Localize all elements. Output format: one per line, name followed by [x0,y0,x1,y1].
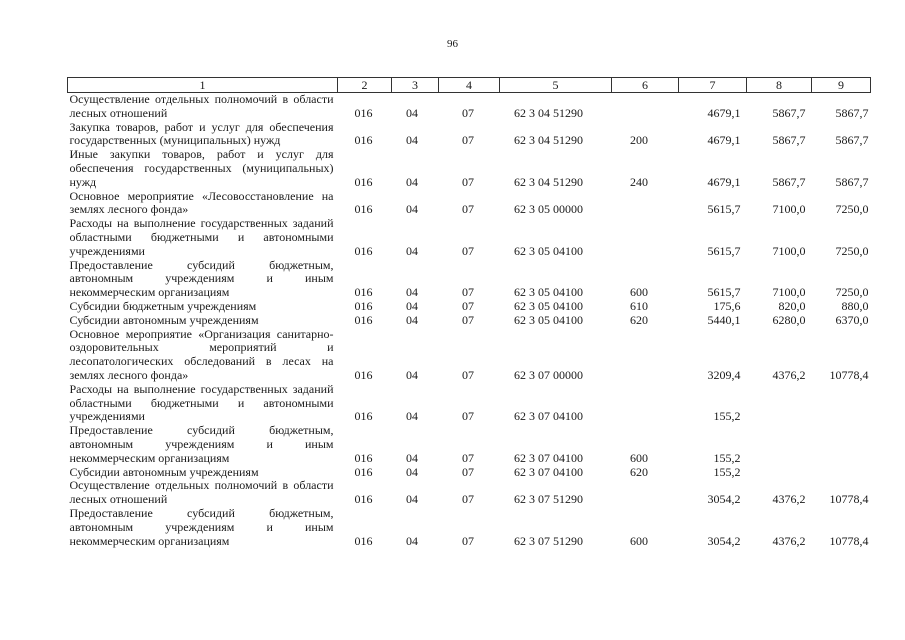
cell-subsection: 07 [462,133,474,148]
cell-amount-2: 4376,2 [772,367,806,382]
cell-admin-code: 016 [354,243,373,258]
cell-amount-1: 3054,2 [707,533,741,548]
cell-amount-1: 175,6 [713,298,741,313]
row-name: Субсидии автономным учреждениям [69,312,259,327]
cell-admin-code: 016 [354,298,373,313]
row-name: Закупка товаров, работ и услуг для обеспечения государственных (муниципальных) нужд [69,119,334,148]
cell-target-article: 62 3 05 00000 [514,202,583,217]
cell-target-article: 62 3 05 04100 [514,243,583,258]
cell-amount-3: 6370,0 [835,312,869,327]
cell-amount-3: 10778,4 [829,533,869,548]
cell-target-article: 62 3 04 51290 [514,133,583,148]
cell-amount-2: 7100,0 [772,202,806,217]
cell-section: 04 [406,243,418,258]
cell-target-article: 62 3 04 51290 [514,105,583,120]
table-row [68,217,871,258]
column-header: 1 [68,78,338,93]
cell-admin-code: 016 [354,133,373,148]
cell-expense-type [612,217,679,258]
cell-subsection: 07 [462,243,474,258]
cell-admin-code: 016 [354,202,373,217]
column-header: 4 [439,78,500,93]
cell-amount-1: 3054,2 [707,492,741,507]
cell-expense-type: 240 [630,174,648,189]
row-name: Предоставление субсидий бюджетным, автономным учреждениям и иным некоммерческим организациям [69,257,334,300]
cell-amount-2: 6280,0 [772,312,806,327]
cell-expense-type: 620 [630,464,648,479]
row-name: Основное мероприятие «Лесовосстановление на землях лесного фонда» [69,188,334,217]
cell-subsection: 07 [462,367,474,382]
cell-subsection: 07 [462,409,474,424]
cell-amount-3: 880,0 [841,298,869,313]
cell-amount-1: 4679,1 [707,105,741,120]
cell-section: 04 [406,174,418,189]
row-name: Предоставление субсидий бюджетным, автономным учреждениям и иным некоммерческим организациям [69,505,334,548]
row-name: Иные закупки товаров, работ и услуг для обеспечения государственных (муниципальных) нужд [69,147,334,189]
column-header: 2 [338,78,392,93]
cell-expense-type: 200 [630,133,648,148]
cell-amount-1: 4679,1 [707,133,741,148]
cell-target-article: 62 3 07 51290 [514,533,583,548]
row-name: Субсидии бюджетным учреждениям [69,298,257,313]
cell-subsection: 07 [462,533,474,548]
cell-target-article: 62 3 04 51290 [514,174,583,189]
cell-amount-1: 5615,7 [707,202,741,217]
row-name: Осуществление отдельных полномочий в области лесных отношений [69,92,334,120]
cell-amount-2 [747,466,812,480]
column-header: 5 [500,78,612,93]
row-name: Расходы на выполнение государственных заданий областными бюджетными и автономными учреждениями [69,381,334,424]
cell-amount-3: 10778,4 [829,367,869,382]
row-name: Предоставление субсидий бюджетным, автономным учреждениям и иным некоммерческим организациям [69,423,334,465]
cell-amount-2: 4376,2 [772,492,806,507]
table-row [68,424,871,465]
cell-target-article: 62 3 05 04100 [514,285,583,300]
column-header: 9 [812,78,871,93]
table-row [68,466,871,480]
cell-admin-code: 016 [354,464,373,479]
cell-section: 04 [406,285,418,300]
cell-section: 04 [406,464,418,479]
cell-expense-type [612,383,679,424]
cell-target-article: 62 3 07 51290 [514,492,583,507]
table-row [68,121,871,149]
cell-subsection: 07 [462,202,474,217]
cell-amount-2: 820,0 [778,298,806,313]
cell-expense-type: 610 [630,298,648,313]
table-row [68,383,871,424]
cell-amount-1: 5615,7 [707,285,741,300]
cell-admin-code: 016 [354,285,373,300]
cell-amount-1: 155,2 [713,464,741,479]
cell-amount-2 [747,424,812,465]
table-row [68,507,871,548]
table-row [68,259,871,300]
cell-section: 04 [406,105,418,120]
cell-amount-3 [812,383,871,424]
cell-amount-2: 5867,7 [772,105,806,120]
row-name: Основное мероприятие «Организация санитарно-оздоровительных мероприятий и лесопатологических обследований в лесах на землях лесного фонда» [69,326,334,382]
column-header: 7 [679,78,747,93]
row-name: Субсидии автономным учреждениям [69,464,259,479]
cell-expense-type [612,93,679,121]
cell-admin-code: 016 [354,105,373,120]
cell-section: 04 [406,533,418,548]
cell-amount-1: 5440,1 [707,312,741,327]
budget-table [67,77,871,548]
cell-admin-code: 016 [354,450,373,465]
cell-target-article: 62 3 05 04100 [514,298,583,313]
cell-admin-code: 016 [354,492,373,507]
cell-section: 04 [406,492,418,507]
cell-amount-3 [812,466,871,480]
page-number: 96 [447,38,458,50]
cell-subsection: 07 [462,312,474,327]
cell-amount-1: 155,2 [713,450,741,465]
table-row [68,190,871,218]
cell-amount-3 [812,424,871,465]
cell-expense-type [612,190,679,218]
cell-amount-1: 5615,7 [707,243,741,258]
cell-amount-1: 3209,4 [707,367,741,382]
cell-target-article: 62 3 07 04100 [514,464,583,479]
cell-admin-code: 016 [354,312,373,327]
cell-section: 04 [406,298,418,313]
cell-section: 04 [406,202,418,217]
cell-subsection: 07 [462,174,474,189]
cell-expense-type: 620 [630,312,648,327]
header-row [68,78,871,93]
cell-amount-3: 5867,7 [835,133,869,148]
cell-expense-type: 600 [630,533,648,548]
column-header: 6 [612,78,679,93]
cell-amount-3: 5867,7 [835,174,869,189]
cell-admin-code: 016 [354,409,373,424]
cell-subsection: 07 [462,285,474,300]
cell-expense-type: 600 [630,285,648,300]
cell-amount-3: 7250,0 [835,285,869,300]
cell-subsection: 07 [462,492,474,507]
cell-section: 04 [406,133,418,148]
table-row [68,328,871,383]
row-name: Расходы на выполнение государственных заданий областными бюджетными и автономными учреждениями [69,216,334,258]
table-row [68,93,871,121]
cell-amount-2: 5867,7 [772,133,806,148]
cell-target-article: 62 3 07 00000 [514,367,583,382]
cell-amount-3: 7250,0 [835,202,869,217]
row-name: Осуществление отдельных полномочий в области лесных отношений [69,478,334,507]
cell-expense-type [612,479,679,507]
column-header: 3 [392,78,439,93]
cell-amount-3: 5867,7 [835,105,869,120]
cell-amount-3: 7250,0 [835,243,869,258]
cell-amount-2 [747,383,812,424]
cell-target-article: 62 3 07 04100 [514,450,583,465]
cell-section: 04 [406,367,418,382]
table-row [68,148,871,189]
cell-target-article: 62 3 07 04100 [514,409,583,424]
cell-amount-3: 10778,4 [829,492,869,507]
cell-section: 04 [406,409,418,424]
cell-section: 04 [406,450,418,465]
cell-amount-2: 7100,0 [772,285,806,300]
cell-expense-type [612,328,679,383]
column-header: 8 [747,78,812,93]
cell-admin-code: 016 [354,367,373,382]
cell-subsection: 07 [462,105,474,120]
cell-target-article: 62 3 05 04100 [514,312,583,327]
table-row [68,300,871,314]
cell-amount-2: 4376,2 [772,533,806,548]
cell-subsection: 07 [462,464,474,479]
cell-amount-1: 155,2 [713,409,741,424]
cell-subsection: 07 [462,450,474,465]
table-row [68,479,871,507]
cell-amount-2: 7100,0 [772,243,806,258]
cell-subsection: 07 [462,298,474,313]
cell-amount-1: 4679,1 [707,174,741,189]
cell-amount-2: 5867,7 [772,174,806,189]
table-row [68,314,871,328]
cell-section: 04 [406,312,418,327]
cell-admin-code: 016 [354,174,373,189]
cell-expense-type: 600 [630,450,648,465]
cell-admin-code: 016 [354,533,373,548]
